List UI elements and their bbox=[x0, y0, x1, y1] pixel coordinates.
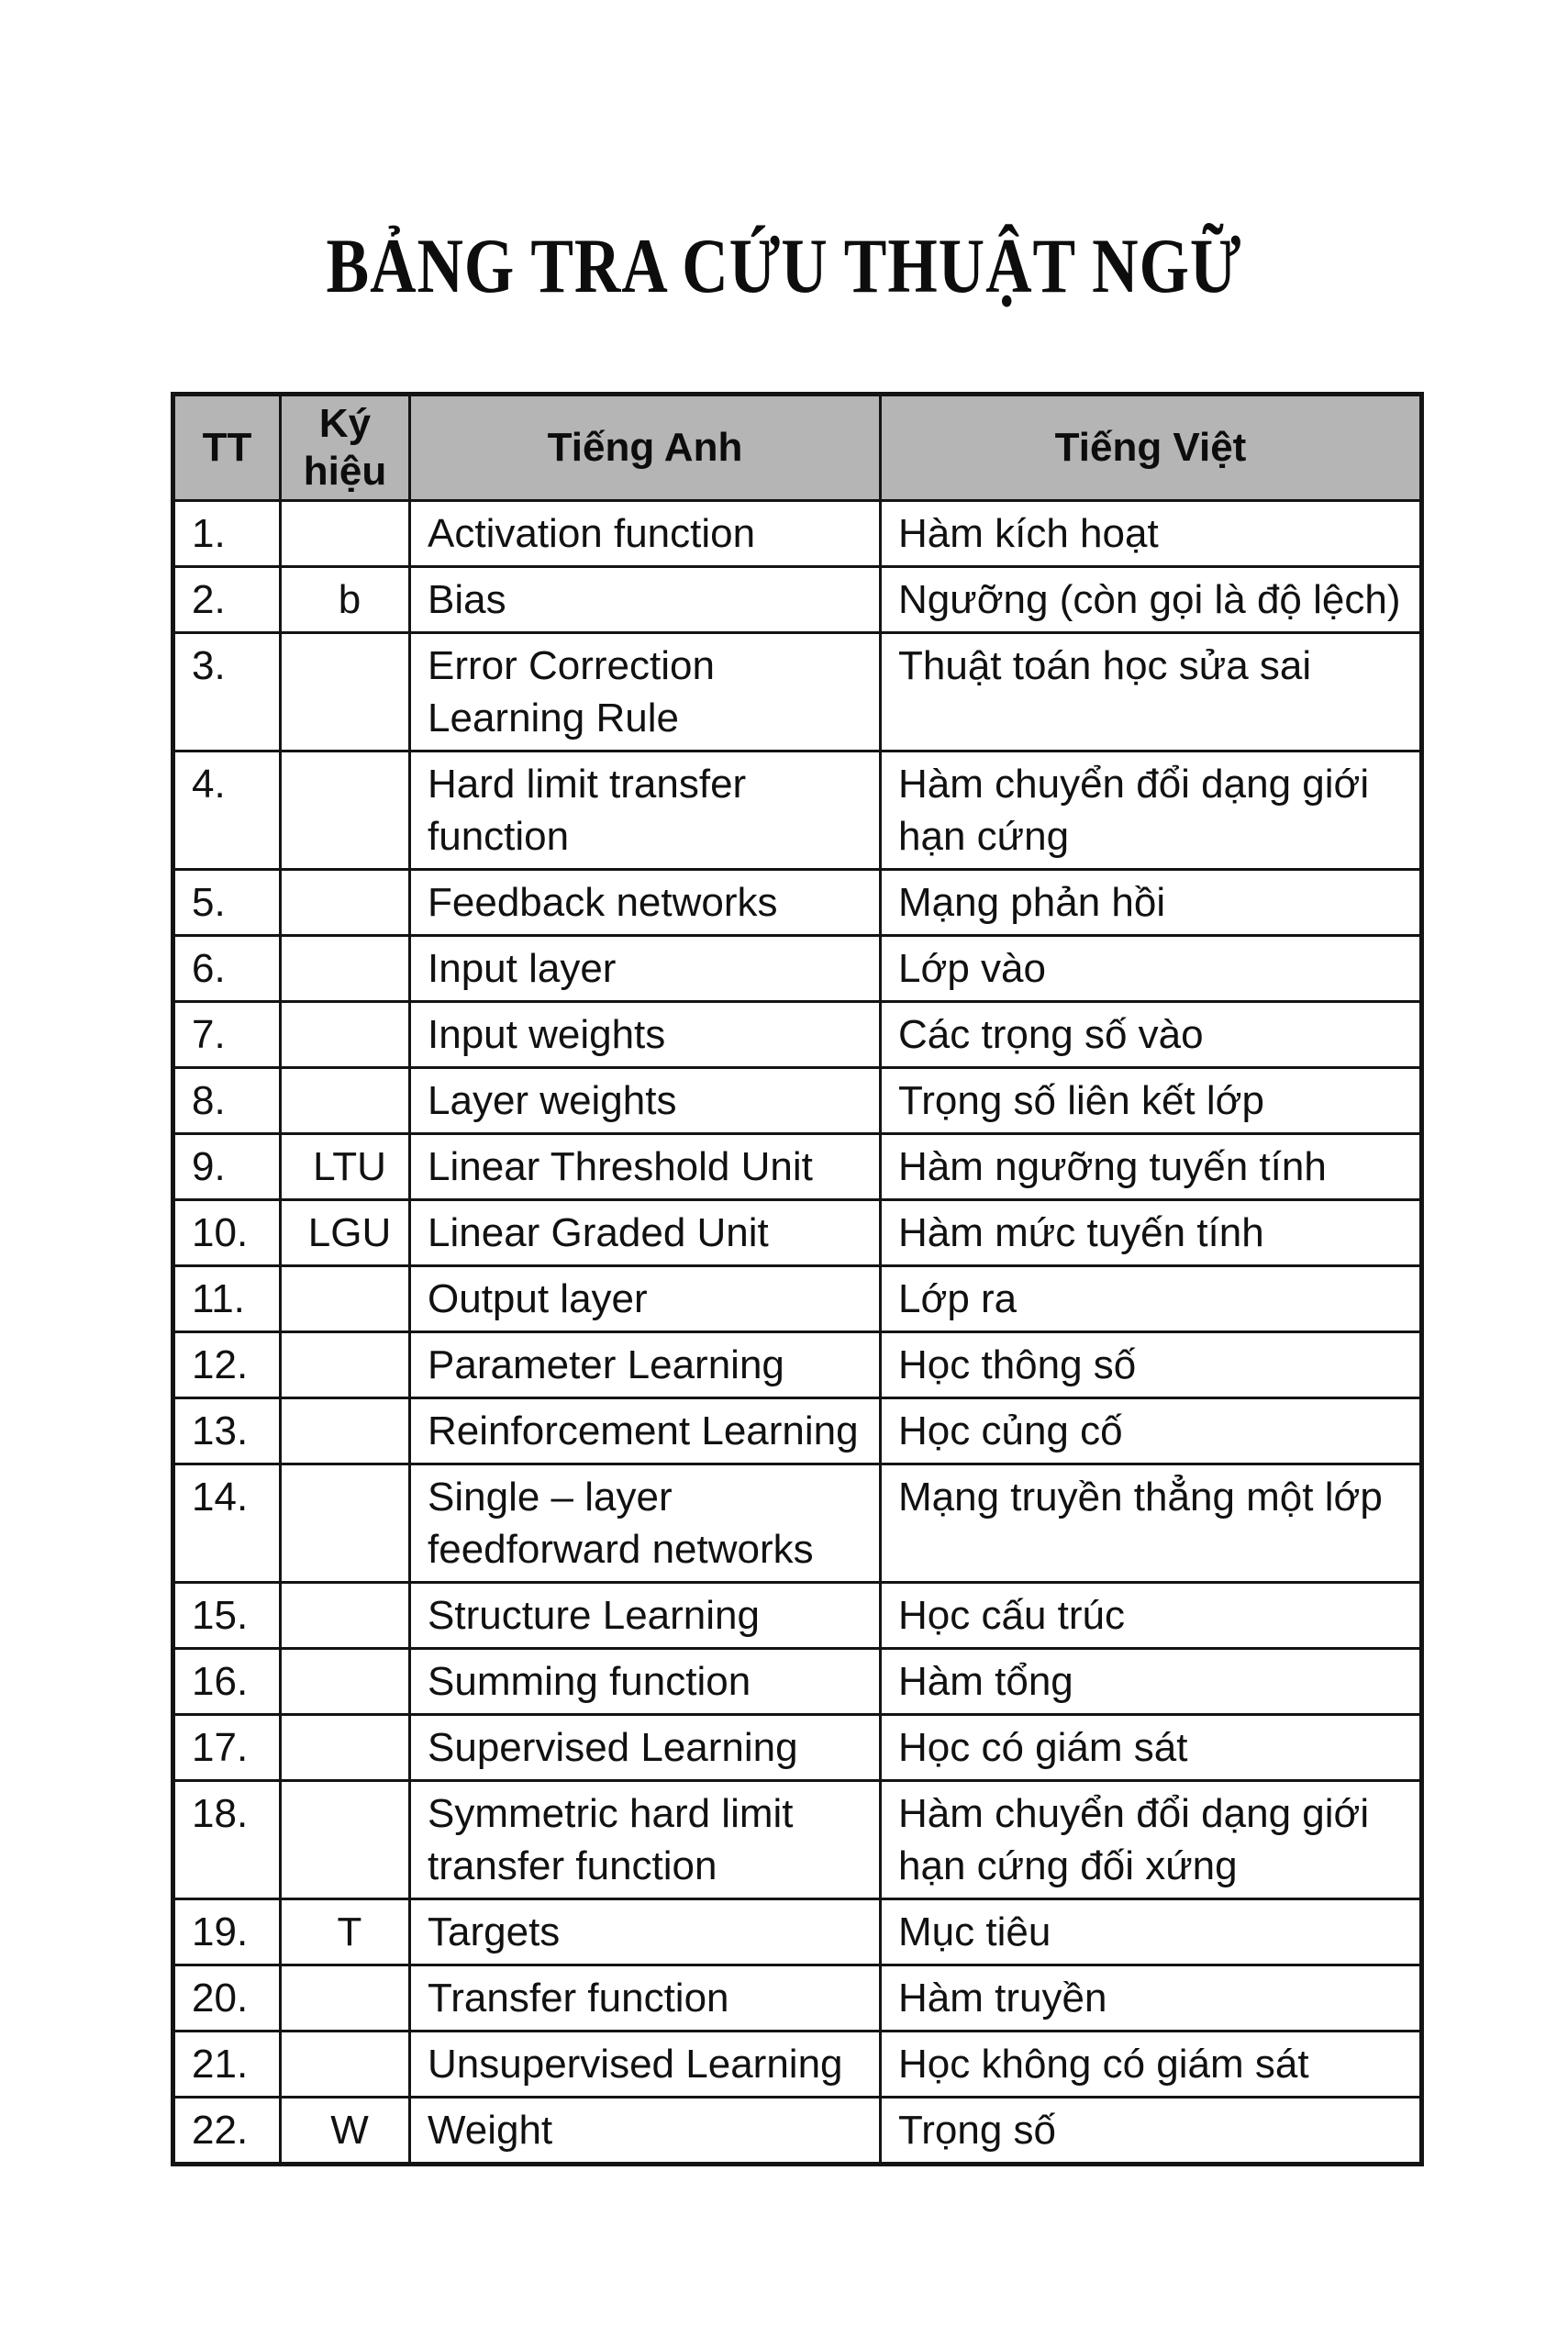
cell-vietnamese: Hàm ngưỡng tuyến tính bbox=[881, 1134, 1422, 1200]
cell-vietnamese: Hàm chuyển đổi dạng giới hạn cứng đối xứng bbox=[881, 1781, 1422, 1899]
cell-vietnamese: Hàm truyền bbox=[881, 1965, 1422, 2032]
cell-vietnamese: Ngưỡng (còn gọi là độ lệch) bbox=[881, 567, 1422, 633]
table-row bbox=[173, 936, 1422, 1002]
cell-tt: 16. bbox=[173, 1649, 281, 1715]
cell-symbol bbox=[281, 1649, 410, 1715]
cell-vietnamese: Học có giám sát bbox=[881, 1715, 1422, 1781]
glossary-table-header bbox=[173, 395, 1422, 501]
cell-english: Hard limit transfer function bbox=[410, 751, 881, 870]
cell-symbol bbox=[281, 1715, 410, 1781]
cell-symbol bbox=[281, 2032, 410, 2098]
cell-symbol bbox=[281, 501, 410, 567]
table-row bbox=[173, 1965, 1422, 2032]
cell-symbol bbox=[281, 870, 410, 936]
table-row bbox=[173, 1899, 1422, 1965]
cell-tt: 15. bbox=[173, 1583, 281, 1649]
cell-symbol bbox=[281, 1781, 410, 1899]
cell-symbol bbox=[281, 633, 410, 751]
cell-tt: 11. bbox=[173, 1266, 281, 1332]
cell-tt: 14. bbox=[173, 1464, 281, 1583]
cell-english: Unsupervised Learning bbox=[410, 2032, 881, 2098]
cell-vietnamese: Lớp ra bbox=[881, 1266, 1422, 1332]
header-cell-english: Tiếng Anh bbox=[410, 395, 881, 501]
cell-tt: 18. bbox=[173, 1781, 281, 1899]
cell-symbol: T bbox=[281, 1899, 410, 1965]
cell-english: Targets bbox=[410, 1899, 881, 1965]
cell-vietnamese: Lớp vào bbox=[881, 936, 1422, 1002]
table-row bbox=[173, 870, 1422, 936]
cell-symbol bbox=[281, 1002, 410, 1068]
header-cell-symbol: Ký hiệu bbox=[281, 395, 410, 501]
cell-vietnamese: Hàm tổng bbox=[881, 1649, 1422, 1715]
header-row bbox=[173, 395, 1422, 501]
table-row bbox=[173, 1583, 1422, 1649]
cell-english: Error Correction Learning Rule bbox=[410, 633, 881, 751]
cell-tt: 2. bbox=[173, 567, 281, 633]
cell-vietnamese: Trọng số liên kết lớp bbox=[881, 1068, 1422, 1134]
cell-english: Weight bbox=[410, 2098, 881, 2165]
cell-vietnamese: Các trọng số vào bbox=[881, 1002, 1422, 1068]
table-row bbox=[173, 501, 1422, 567]
cell-tt: 8. bbox=[173, 1068, 281, 1134]
cell-tt: 3. bbox=[173, 633, 281, 751]
page-title: BẢNG TRA CỨU THUẬT NGỮ bbox=[326, 223, 1242, 310]
cell-english: Structure Learning bbox=[410, 1583, 881, 1649]
cell-symbol bbox=[281, 1068, 410, 1134]
cell-symbol bbox=[281, 936, 410, 1002]
cell-symbol: W bbox=[281, 2098, 410, 2165]
cell-english: Symmetric hard limit transfer function bbox=[410, 1781, 881, 1899]
cell-vietnamese: Mạng truyền thẳng một lớp bbox=[881, 1464, 1422, 1583]
cell-symbol: LTU bbox=[281, 1134, 410, 1200]
cell-tt: 13. bbox=[173, 1398, 281, 1464]
cell-english: Layer weights bbox=[410, 1068, 881, 1134]
table-row bbox=[173, 1464, 1422, 1583]
table-row bbox=[173, 2098, 1422, 2165]
cell-tt: 9. bbox=[173, 1134, 281, 1200]
cell-tt: 22. bbox=[173, 2098, 281, 2165]
table-row bbox=[173, 1715, 1422, 1781]
cell-english: Input weights bbox=[410, 1002, 881, 1068]
table-row bbox=[173, 1332, 1422, 1398]
cell-tt: 19. bbox=[173, 1899, 281, 1965]
cell-english: Supervised Learning bbox=[410, 1715, 881, 1781]
cell-symbol bbox=[281, 1583, 410, 1649]
cell-english: Single – layer feedforward networks bbox=[410, 1464, 881, 1583]
table-row bbox=[173, 751, 1422, 870]
table-row bbox=[173, 567, 1422, 633]
cell-vietnamese: Trọng số bbox=[881, 2098, 1422, 2165]
cell-tt: 10. bbox=[173, 1200, 281, 1266]
cell-english: Input layer bbox=[410, 936, 881, 1002]
cell-english: Parameter Learning bbox=[410, 1332, 881, 1398]
table-row bbox=[173, 633, 1422, 751]
cell-symbol bbox=[281, 1266, 410, 1332]
cell-symbol bbox=[281, 1965, 410, 2032]
table-row bbox=[173, 1200, 1422, 1266]
cell-tt: 7. bbox=[173, 1002, 281, 1068]
cell-vietnamese: Học củng cố bbox=[881, 1398, 1422, 1464]
cell-vietnamese: Mục tiêu bbox=[881, 1899, 1422, 1965]
glossary-table bbox=[171, 392, 1424, 2166]
header-cell-vietnamese: Tiếng Việt bbox=[881, 395, 1422, 501]
cell-symbol bbox=[281, 751, 410, 870]
cell-english: Linear Threshold Unit bbox=[410, 1134, 881, 1200]
table-row bbox=[173, 2032, 1422, 2098]
cell-tt: 5. bbox=[173, 870, 281, 936]
cell-vietnamese: Mạng phản hồi bbox=[881, 870, 1422, 936]
cell-tt: 12. bbox=[173, 1332, 281, 1398]
cell-vietnamese: Hàm mức tuyến tính bbox=[881, 1200, 1422, 1266]
cell-tt: 17. bbox=[173, 1715, 281, 1781]
cell-vietnamese: Hàm chuyển đổi dạng giới hạn cứng bbox=[881, 751, 1422, 870]
cell-symbol: b bbox=[281, 567, 410, 633]
header-cell-tt: TT bbox=[173, 395, 281, 501]
cell-symbol bbox=[281, 1398, 410, 1464]
cell-vietnamese: Học không có giám sát bbox=[881, 2032, 1422, 2098]
cell-vietnamese: Thuật toán học sửa sai bbox=[881, 633, 1422, 751]
cell-english: Summing function bbox=[410, 1649, 881, 1715]
table-row bbox=[173, 1398, 1422, 1464]
cell-symbol bbox=[281, 1464, 410, 1583]
cell-tt: 20. bbox=[173, 1965, 281, 2032]
cell-tt: 4. bbox=[173, 751, 281, 870]
cell-english: Bias bbox=[410, 567, 881, 633]
cell-tt: 21. bbox=[173, 2032, 281, 2098]
cell-symbol bbox=[281, 1332, 410, 1398]
table-row bbox=[173, 1068, 1422, 1134]
table-row bbox=[173, 1781, 1422, 1899]
cell-english: Linear Graded Unit bbox=[410, 1200, 881, 1266]
cell-vietnamese: Học thông số bbox=[881, 1332, 1422, 1398]
cell-symbol: LGU bbox=[281, 1200, 410, 1266]
table-row bbox=[173, 1002, 1422, 1068]
table-row bbox=[173, 1649, 1422, 1715]
cell-english: Output layer bbox=[410, 1266, 881, 1332]
table-row bbox=[173, 1134, 1422, 1200]
cell-tt: 1. bbox=[173, 501, 281, 567]
table-row bbox=[173, 1266, 1422, 1332]
cell-english: Transfer function bbox=[410, 1965, 881, 2032]
cell-tt: 6. bbox=[173, 936, 281, 1002]
glossary-table-body bbox=[173, 501, 1422, 2165]
cell-vietnamese: Học cấu trúc bbox=[881, 1583, 1422, 1649]
cell-english: Feedback networks bbox=[410, 870, 881, 936]
cell-vietnamese: Hàm kích hoạt bbox=[881, 501, 1422, 567]
cell-english: Reinforcement Learning bbox=[410, 1398, 881, 1464]
cell-english: Activation function bbox=[410, 501, 881, 567]
